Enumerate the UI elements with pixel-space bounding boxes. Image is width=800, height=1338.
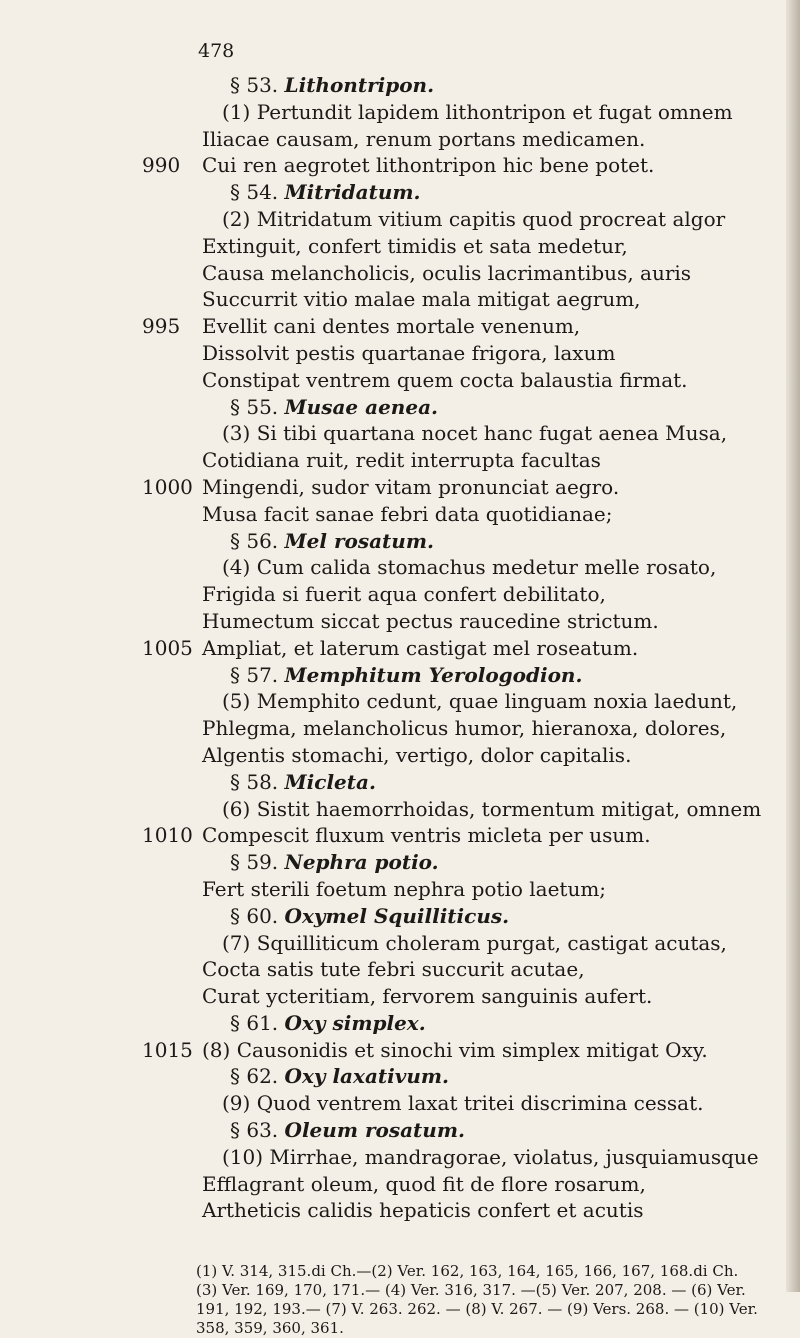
verse-line — [186, 608, 786, 635]
verse-line — [186, 367, 786, 394]
line-text: (8) Causonidis et sinochi vim simplex mitigat Oxy. — [202, 1037, 708, 1062]
verse-line — [186, 1090, 786, 1117]
line-text: § 61. — [230, 1010, 285, 1035]
line-text: Mingendi, sudor vitam pronunciat aegro. — [202, 474, 620, 499]
verse-line — [186, 796, 786, 823]
verse-line — [142, 313, 786, 340]
section-heading — [186, 1063, 786, 1090]
verse-line — [186, 554, 786, 581]
line-text: (6) Sistit haemorrhoidas, tormentum mitigat, omnem — [222, 796, 762, 821]
section-heading — [186, 72, 786, 99]
line-text: (10) Mirrhae, mandragorae, violatus, jusquiamusque — [222, 1144, 759, 1169]
verse-line — [142, 1037, 786, 1064]
verse-line — [186, 876, 786, 903]
page-number: 478 — [198, 40, 235, 62]
section-title: Lithontripon. — [284, 73, 435, 97]
verse-line — [186, 260, 786, 287]
verse-line — [186, 1171, 786, 1198]
verse-line — [186, 581, 786, 608]
line-text: Constipat ventrem quem cocta balaustia firmat. — [202, 367, 688, 392]
footnote-line: (1) V. 314, 315.di Ch.—(2) Ver. 162, 163, 164, 165, 166, 167, 168.di Ch. — [196, 1262, 739, 1281]
line-text: § 62. — [230, 1064, 285, 1089]
line-text: Dissolvit pestis quartanae frigora, laxum — [202, 340, 616, 365]
line-text: § 60. — [230, 903, 285, 928]
line-text: Artheticis calidis hepaticis confert et acutis — [202, 1198, 644, 1223]
line-text: Algentis stomachi, vertigo, dolor capitalis. — [202, 742, 632, 767]
line-text: § 59. — [230, 850, 285, 875]
verse-line — [186, 286, 786, 313]
verse-line — [186, 233, 786, 260]
line-text: Iliacae causam, renum portans medicamen. — [202, 126, 646, 151]
line-number: 1015 — [142, 1037, 193, 1062]
line-text: § 58. — [230, 769, 285, 794]
line-text: Fert sterili foetum nephra potio laetum; — [202, 876, 607, 901]
verse-line — [186, 983, 786, 1010]
verse-line — [186, 447, 786, 474]
verse-line — [186, 501, 786, 528]
section-heading — [186, 849, 786, 876]
section-title: Oxy laxativum. — [284, 1064, 450, 1089]
line-number: 1000 — [142, 474, 193, 499]
line-text: Ampliat, et laterum castigat mel roseatum. — [202, 635, 639, 660]
footnotes — [186, 1262, 786, 1338]
verse-line — [142, 474, 786, 501]
line-text: Causa melancholicis, oculis lacrimantibus, auris — [202, 260, 692, 285]
footnote-line: (3) Ver. 169, 170, 171.— (4) Ver. 316, 317. —(5) Ver. 207, 208. — (6) Ver. — [196, 1281, 746, 1300]
line-text: Cocta satis tute febri succurit acutae, — [202, 957, 585, 982]
line-text: Efflagrant oleum, quod fit de flore rosarum, — [202, 1171, 646, 1196]
line-text: (5) Memphito cedunt, quae linguam noxia laedunt, — [222, 689, 738, 714]
line-number: 990 — [142, 153, 181, 178]
verse-line — [186, 1144, 786, 1171]
line-text: § 57. — [230, 662, 285, 687]
section-title: Micleta. — [284, 769, 376, 794]
line-text: Musa facit sanae febri data quotidianae; — [202, 501, 613, 526]
verse-line — [186, 1197, 786, 1224]
page-text — [142, 40, 786, 1338]
section-title: Oleum rosatum. — [284, 1118, 465, 1143]
line-text: § 54. — [230, 180, 285, 205]
verse-line — [186, 715, 786, 742]
line-text: § 63. — [230, 1118, 285, 1143]
line-text: Evellit cani dentes mortale venenum, — [202, 314, 581, 339]
line-text: Curat ycteritiam, fervorem sanguinis aufert. — [202, 984, 653, 1009]
verse-line — [186, 340, 786, 367]
section-heading — [186, 903, 786, 930]
line-text: § 55. — [230, 394, 285, 419]
line-text: § 56. — [230, 528, 285, 553]
verse-line — [186, 126, 786, 153]
line-text: (3) Si tibi quartana nocet hanc fugat aenea Musa, — [222, 421, 728, 446]
section-heading — [186, 662, 786, 689]
section-heading — [186, 179, 786, 206]
line-text: Cui ren aegrotet lithontripon hic bene potet. — [202, 153, 655, 178]
line-text: Humectum siccat pectus raucedine strictum. — [202, 608, 659, 633]
section-title: Oxy simplex. — [284, 1010, 426, 1035]
section-heading — [186, 1117, 786, 1144]
line-text: Compescit fluxum ventris micleta per usum. — [202, 823, 651, 848]
section-heading — [186, 394, 786, 421]
line-text: (2) Mitridatum vitium capitis quod procreat algor — [222, 206, 726, 231]
line-number: 1010 — [142, 823, 193, 848]
section-title: Memphitum Yerologodion. — [284, 662, 583, 687]
footnote-line: 191, 192, 193.— (7) V. 263. 262. — (8) V. 267. — (9) Vers. 268. — (10) Ver. — [196, 1300, 758, 1319]
verse-line — [186, 206, 786, 233]
line-number: 995 — [142, 314, 181, 339]
verse-line — [186, 930, 786, 957]
line-text: (9) Quod ventrem laxat tritei discrimina cessat. — [222, 1091, 704, 1116]
line-number: 1005 — [142, 635, 193, 660]
verse-line — [186, 956, 786, 983]
line-text: Succurrit vitio malae mala mitigat aegrum, — [202, 287, 641, 312]
verse-line — [186, 99, 786, 126]
verse-line — [186, 688, 786, 715]
section-heading — [186, 1010, 786, 1037]
verse-line — [142, 822, 786, 849]
section-heading — [186, 528, 786, 555]
footnote-line: 358, 359, 360, 361. — [196, 1319, 344, 1338]
section-title: Mitridatum. — [284, 180, 421, 205]
line-text: Phlegma, melancholicus humor, hieranoxa, dolores, — [202, 716, 727, 741]
verse-line — [186, 420, 786, 447]
verse-line — [142, 152, 786, 179]
section-title: Mel rosatum. — [284, 528, 434, 553]
section-title: Oxymel Squilliticus. — [284, 903, 510, 928]
section-title: Musae aenea. — [284, 394, 438, 419]
page-edge — [786, 0, 800, 1292]
verse-lines — [142, 72, 786, 1224]
section-heading — [186, 769, 786, 796]
line-text: (7) Squilliticum choleram purgat, castigat acutas, — [222, 930, 727, 955]
line-text: (4) Cum calida stomachus medetur melle rosato, — [222, 555, 717, 580]
line-text: (1) Pertundit lapidem lithontripon et fugat omnem — [222, 99, 733, 124]
line-text: § 53. — [230, 73, 285, 97]
section-title: Nephra potio. — [284, 850, 439, 875]
line-text: Cotidiana ruit, redit interrupta facultas — [202, 448, 601, 473]
verse-line — [186, 742, 786, 769]
line-text: Extinguit, confert timidis et sata medetur, — [202, 233, 628, 258]
line-text: Frigida si fuerit aqua confert debilitato, — [202, 582, 606, 607]
verse-line — [142, 635, 786, 662]
